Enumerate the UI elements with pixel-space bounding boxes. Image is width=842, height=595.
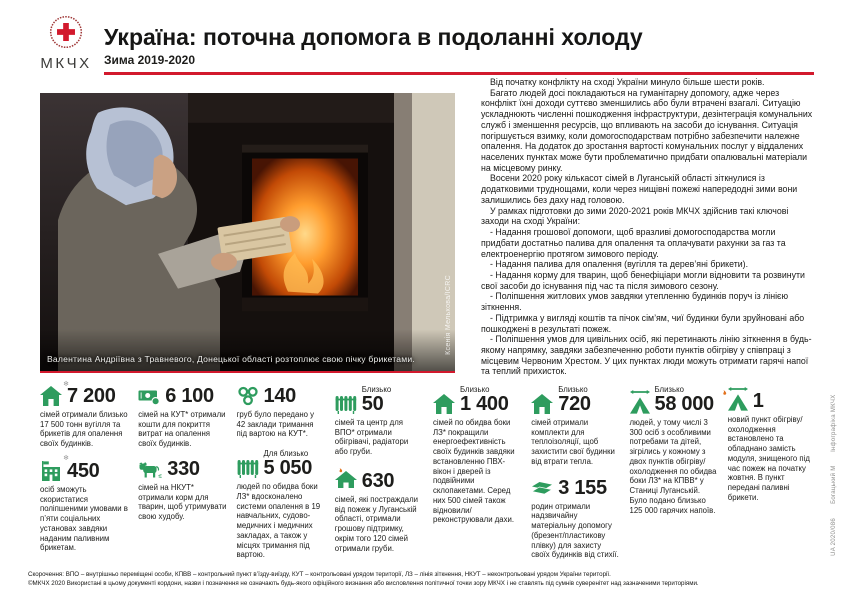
stat-description: людей, у тому числі 3 300 осіб з особливими потребами та дітей, зігрілись у кожному з двох пунктів обігріву/охолодження по обидва боки ЛЗ* на КПВВ* у Станиці Луганській. Було подано близько 125 000 гарячих напоїв. (629, 417, 717, 515)
copyright-note: ©МКЧХ 2020 Використані в цьому документі кордони, назви і позначення не означають будь-якого офіційного визнання або висловлення політичної точки зору МКЧХ і не ставлять під сумнів суверенітет над зазначеними територіями. (28, 580, 699, 588)
stat-description: людей по обидва боки ЛЗ* вдосконалено системи опалення в 19 навчальних, судово-медичних і медичних закладах, а також у місцях тримання під вартою. (236, 482, 321, 560)
stat-value: 6 100 (165, 385, 214, 407)
document-credit (831, 388, 837, 562)
intro-paragraph: У рамках підготовки до зими 2020-2021 років МКЧХ здійснив такі ключові заходи на сході України: (481, 205, 789, 227)
stat-description: сімей отримали близько 17 500 тонн вугілля та брикетів для опалення своїх будинків. (40, 410, 128, 449)
stats-column (531, 386, 619, 560)
stat-description: сімей на НКУТ* отримали корм для тварин, щоб утримувати свою худобу. (138, 482, 227, 522)
stats-column (630, 386, 718, 560)
stat-qualifier: Для близько (263, 449, 309, 459)
intro-paragraph: Від початку конфлікту на сході України минуло більше шести років. (490, 77, 765, 87)
stat-insulation-kits (531, 386, 619, 467)
intro-bullet: - Надання корму для тварин, щоб бенефіціари могли відновити та розвинути свої засоби до існування під час та після зимового сезону. (481, 269, 805, 291)
stat-value: 330 (167, 457, 200, 480)
radiator-icon (335, 394, 357, 414)
intro-bullet: - Надання грошової допомоги, щоб вразливі домогосподарства могли придбати достатньо палива для опалення та оплачувати рахунки за газ та електроенергію протягом зимового періоду. (481, 227, 786, 259)
photo (40, 93, 455, 373)
intro-text (481, 77, 815, 377)
house-icon (433, 394, 455, 414)
intro-bullet: - Поліпшення умов для цивільних осіб, які перетинають лінію зіткнення в будь-якому напрямку, завдяки забезпеченню роботи пунктів обігріву у співпраці з місцевим Червоним Хрестом. У цих пунктах люди можуть отримати гарячі напої та теплий прихисток. (481, 334, 812, 377)
stats-column (433, 386, 521, 560)
stat-animal-fodder (138, 457, 227, 522)
stat-description: сімей, які постраждали від пожеж у Луганській області, отримали грошову підтримку, окрім того 120 сімей отримали груби. (334, 494, 419, 553)
stats-grid (40, 381, 816, 560)
stats-column (138, 386, 226, 560)
house-flame-icon (335, 468, 357, 491)
credit-segment: UA 2020/086 (831, 517, 837, 556)
intro-bullet: - Надання палива для опалення (вугілля та дерев’яні брикети). (490, 259, 749, 270)
stat-value: 630 (361, 469, 395, 492)
credit-segment: Інфографіка МКЧХ (831, 394, 837, 452)
intro-bullet: - Поліпшення житлових умов завдяки утепленню будинків поруч із лінією зіткнення. (481, 291, 789, 313)
stat-description: сімей на КУТ* отримали кошти для покриття витрат на опалення своїх будинків. (138, 410, 226, 449)
credit-segment: Богацький М (831, 465, 837, 504)
heating-point-icon (630, 389, 650, 414)
stat-value: 5 050 (263, 457, 313, 480)
stat-value: 450 (67, 459, 100, 482)
stat-heaters-radiators (335, 386, 423, 457)
banknote-icon (138, 386, 160, 406)
photo-caption: Валентина Андріївна з Травневого, Донецької області розтоплює свою пічку брикетами. (47, 354, 415, 364)
stat-value: 1 (752, 390, 764, 412)
stat-heating-systems (237, 450, 325, 560)
stats-column (40, 381, 128, 560)
stat-value: 3 155 (558, 476, 607, 499)
icrc-logo (33, 15, 99, 72)
stat-value: 50 (361, 392, 384, 415)
stat-description: груб було передано у 42 заклади тримання під вартою на КУТ*. (236, 410, 315, 439)
red-cross-icon (33, 15, 99, 54)
flame-icon (720, 390, 727, 397)
stat-description: сімей по обидва боки ЛЗ* покращили енергоефективність своїх будинків завдяки встановленню ПВХ-вікон і дверей із подвійними склопакетами. Серед них 500 сімей також відновили/реконструювали дахи. (433, 417, 515, 525)
abbreviations-note: Скорочення: ВПО – внутрішньо переміщені особи, КПВВ – контрольний пункт в’їзду-виїзду, КУТ – контрольовані урядом території, ЛЗ – лінія зіткнення, НКУТ – неконтрольовані урядом України території. (28, 571, 611, 578)
new-heating-point-icon (728, 386, 748, 411)
radiator-icon (237, 458, 259, 478)
house-icon (40, 381, 69, 406)
stats-column (237, 386, 325, 560)
briquettes-icon (237, 386, 259, 406)
stat-qualifier: Близько (460, 385, 490, 394)
footer (28, 570, 818, 589)
stat-value: 140 (263, 385, 296, 407)
photo-credit: Ксенія Мельхова/ICRC (445, 275, 452, 355)
stats-column (728, 386, 816, 560)
stat-description: родин отримали надзвичайну матеріальну допомогу (брезент/пластикову плівку) для захисту своїх будинків від стихії. (531, 501, 619, 560)
stat-new-heating-point (728, 386, 816, 503)
page-subtitle: Зима 2019-2020 (104, 53, 196, 68)
stat-stoves-detention (237, 386, 325, 439)
stat-value: 720 (558, 392, 591, 415)
red-divider (104, 72, 814, 75)
snowflake-icon: ❄ (63, 381, 69, 388)
stat-tarpaulins (531, 478, 619, 560)
stat-value: 58 000 (654, 392, 714, 415)
stat-social-institutions (40, 454, 128, 553)
stat-energy-efficiency (433, 386, 521, 525)
intro-paragraph: Восени 2020 року кількасот сімей в Луганській області зіткнулися із додатковими труднощами, коли через нищівні пожежі напередодні зими вони залишились без даху над головою. (481, 173, 798, 205)
tarp-icon (531, 478, 553, 498)
stat-description: сімей та центр для ВПО* отримали обігрівачі, радіатори або груби. (334, 417, 409, 457)
stat-heating-points (630, 386, 718, 515)
stat-value: 1 400 (460, 392, 509, 415)
snowflake-icon: ❄ (63, 454, 69, 462)
house-icon (531, 394, 553, 414)
photo-illustration (40, 93, 455, 371)
stat-coal-briquettes (40, 381, 128, 449)
stat-qualifier: Близько (654, 385, 684, 394)
page-title: Україна: поточна допомога в подоланні холоду (104, 24, 643, 50)
stat-cash-heating (138, 386, 226, 449)
cow-icon (138, 461, 162, 479)
stats-column (335, 386, 423, 560)
stat-description: новий пункт обігріву/охолодження встановлено та обладнано замість модуля, знищеного під час пожеж на початку жовтня. В пункт передані паливні брикети. (727, 415, 810, 502)
org-abbreviation: МКЧХ (40, 55, 92, 72)
building-icon (40, 454, 69, 481)
stat-qualifier: Близько (361, 385, 392, 394)
intro-paragraph: Багато людей досі покладаються на гуманітарну допомогу, адже через конфлікт їхні доходи суттєво зменшились або були втрачені взагалі. Ситуацію ускладнюють численні пошкодження інфраструктури, дезінтеграція комунальних служб і зменшення ресурсів, що впливають на засоби до існування. Ситуація погіршується взимку, коли домогосподарствам потрібно забезпечити належне опалення. На додаток до зростання вартості комунальних послуг у віддалених населених пунктах може бути проблематично придбати опалювальні матеріали на місцевому ринку. (481, 87, 813, 173)
stat-fire-affected (335, 468, 423, 553)
header (104, 25, 814, 67)
intro-bullet: - Підтримка у вигляді коштів та пічок сім’ям, чиї будинки були зруйновані або пошкоджені в результаті пожеж. (481, 312, 805, 334)
stat-value: 7 200 (67, 385, 116, 407)
stat-description: осіб зможуть скористатися поліпшеними умовами в п’яти соціальних установах завдяки наданим паливним брикетам. (40, 484, 128, 553)
stat-description: сімей отримали комплекти для теплоізоляції, щоб захистити свої будинки від втрати тепла. (531, 417, 615, 466)
stat-qualifier: Близько (558, 385, 588, 394)
